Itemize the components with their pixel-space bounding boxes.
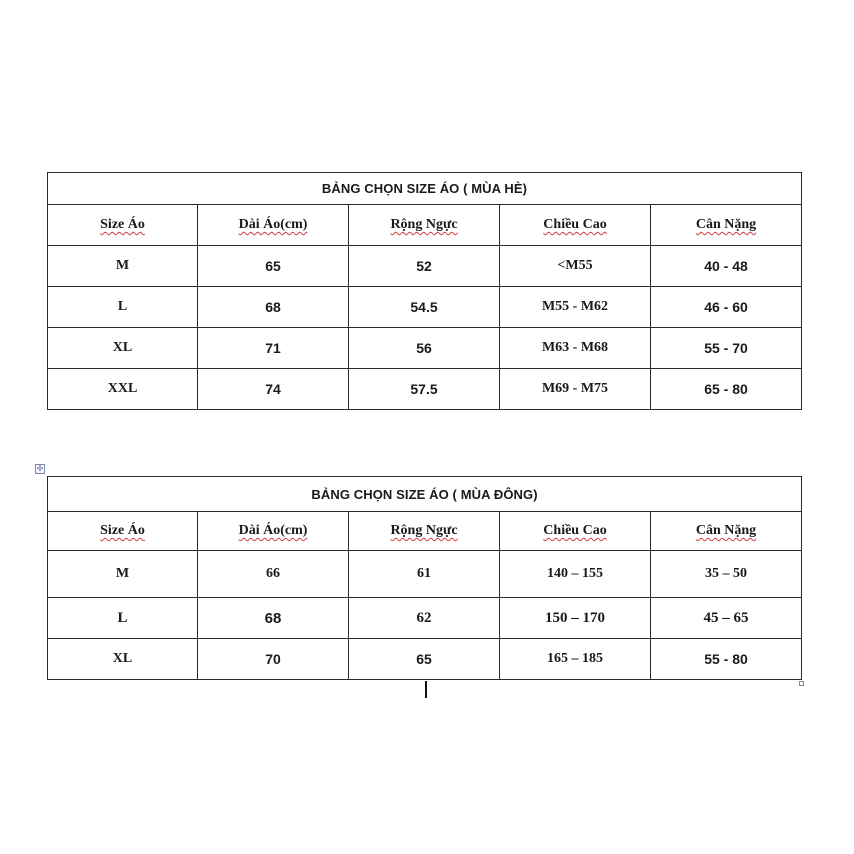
chest-cell: 52 [349, 246, 500, 287]
header-cell [48, 512, 198, 551]
header-cell [349, 512, 500, 551]
height-cell: 165 – 185 [500, 639, 651, 680]
header-cell [500, 512, 651, 551]
height-cell: <M55 [500, 246, 651, 287]
winter-size-table [47, 476, 802, 680]
height-cell: 140 – 155 [500, 551, 651, 598]
header-cell [651, 512, 802, 551]
height-cell: M63 - M68 [500, 328, 651, 369]
header-label: Cân Nặng [695, 523, 757, 538]
weight-cell: 35 – 50 [651, 551, 802, 598]
text-cursor [425, 681, 427, 698]
length-cell: 68 [198, 598, 349, 639]
header-label: Rộng Ngực [390, 523, 458, 538]
height-cell: M69 - M75 [500, 369, 651, 410]
chest-cell: 62 [349, 598, 500, 639]
table-resize-handle[interactable] [799, 681, 804, 686]
header-label: Chiều Cao [543, 523, 607, 538]
chest-cell: 61 [349, 551, 500, 598]
table-move-handle-icon[interactable]: ✣ [36, 464, 44, 473]
weight-cell: 45 – 65 [651, 598, 802, 639]
winter-title-row [48, 477, 802, 512]
summer-title-row [48, 173, 802, 205]
length-cell: 74 [198, 369, 349, 410]
size-cell: M [48, 246, 198, 287]
weight-cell: 40 - 48 [651, 246, 802, 287]
header-cell [48, 205, 198, 246]
winter-table-title: BẢNG CHỌN SIZE ÁO ( MÙA ĐÔNG) [48, 477, 802, 512]
size-cell: XL [48, 639, 198, 680]
header-label: Size Áo [100, 523, 145, 538]
chest-cell: 65 [349, 639, 500, 680]
size-cell: XXL [48, 369, 198, 410]
chest-cell: 56 [349, 328, 500, 369]
size-cell: XL [48, 328, 198, 369]
header-cell [349, 205, 500, 246]
table-row [48, 598, 802, 639]
table-row [48, 639, 802, 680]
size-cell: L [48, 287, 198, 328]
header-cell [500, 205, 651, 246]
weight-cell: 46 - 60 [651, 287, 802, 328]
weight-cell: 65 - 80 [651, 369, 802, 410]
table-row [48, 287, 802, 328]
summer-header-row [48, 205, 802, 246]
summer-table-title: BẢNG CHỌN SIZE ÁO ( MÙA HÈ) [48, 173, 802, 205]
header-label: Chiều Cao [543, 217, 607, 232]
summer-size-table [47, 172, 802, 410]
header-cell [198, 512, 349, 551]
table-row [48, 551, 802, 598]
winter-header-row [48, 512, 802, 551]
height-cell: M55 - M62 [500, 287, 651, 328]
header-label: Rộng Ngực [390, 217, 458, 232]
header-cell [198, 205, 349, 246]
weight-cell: 55 - 70 [651, 328, 802, 369]
table-row [48, 369, 802, 410]
length-cell: 68 [198, 287, 349, 328]
length-cell: 66 [198, 551, 349, 598]
chest-cell: 57.5 [349, 369, 500, 410]
size-cell: L [48, 598, 198, 639]
length-cell: 71 [198, 328, 349, 369]
header-label: Dài Áo(cm) [238, 217, 308, 232]
chest-cell: 54.5 [349, 287, 500, 328]
header-label: Size Áo [100, 217, 145, 232]
header-label: Dài Áo(cm) [238, 523, 308, 538]
header-label: Cân Nặng [695, 217, 757, 232]
table-row [48, 328, 802, 369]
table-row [48, 246, 802, 287]
header-cell [651, 205, 802, 246]
length-cell: 70 [198, 639, 349, 680]
size-cell: M [48, 551, 198, 598]
height-cell: 150 – 170 [500, 598, 651, 639]
weight-cell: 55 - 80 [651, 639, 802, 680]
length-cell: 65 [198, 246, 349, 287]
